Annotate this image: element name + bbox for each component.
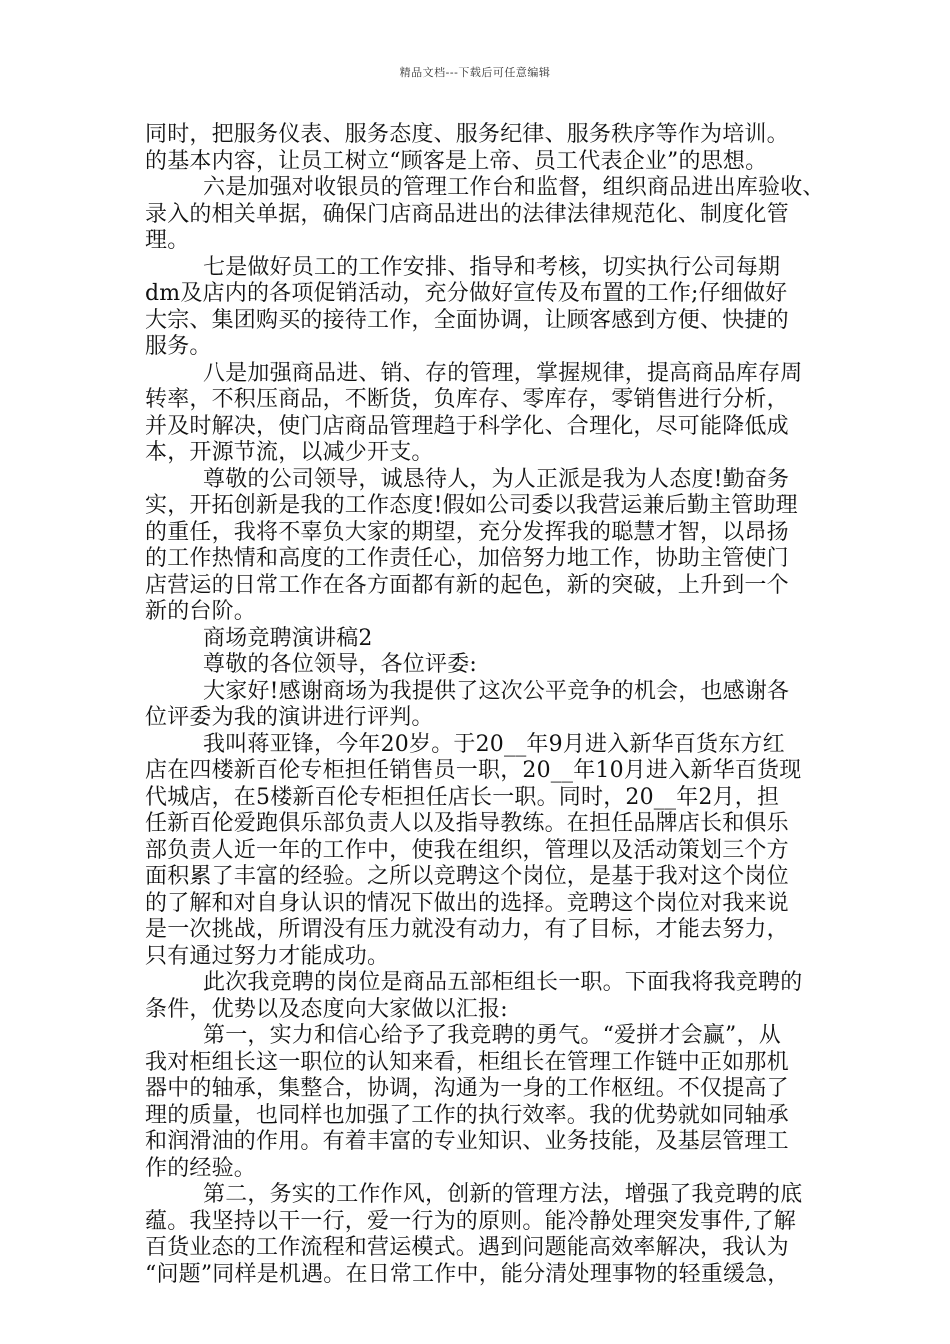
- text-line: 我叫蒋亚锋，今年20岁。于20__年9月进入新华百货东方红: [203, 731, 785, 757]
- text-line: dm及店内的各项促销活动，充分做好宣传及布置的工作;仔细做好: [145, 281, 788, 306]
- page-header: 精品文档---下载后可任意编辑: [399, 66, 551, 79]
- text-line: 本，开源节流，以减少开支。: [145, 440, 434, 465]
- text-line: 和润滑油的作用。有着丰富的专业知识、业务技能，及基层管理工: [145, 1129, 789, 1154]
- text-line: 第二，务实的工作作风，创新的管理方法，增强了我竞聘的底: [203, 1182, 803, 1207]
- text-line: 的重任，我将不辜负大家的期望，充分发挥我的聪慧才智，以昂扬: [145, 519, 789, 545]
- text-line: 并及时解决，使门店商品管理趋于科学化、合理化，尽可能降低成: [145, 413, 789, 439]
- text-line: 八是加强商品进、销、存的管理，掌握规律，提高商品库存周: [203, 360, 803, 386]
- text-line: 六是加强对收银员的管理工作台和监督，组织商品进出库验收、: [203, 175, 825, 200]
- text-line: 转率，不积压商品，不断货，负库存、零库存，零销售进行分析，: [145, 387, 789, 412]
- text-line: 理。: [145, 228, 190, 253]
- text-line: 是一次挑战，所谓没有压力就没有动力，有了目标，才能去努力，: [145, 917, 789, 942]
- text-line: 第一，实力和信心给予了我竞聘的勇气。“爱拼才会赢”，从: [203, 1023, 781, 1048]
- text-line: 蕴。我坚持以干一行，爱一行为的原则。能冷静处理突发事件,了解: [145, 1208, 796, 1234]
- text-line: 尊敬的各位领导，各位评委:: [203, 652, 478, 677]
- text-line: 代城店，在5楼新百伦专柜担任店长一职。同时，20__年2月，担: [145, 784, 780, 810]
- text-line: 同时，把服务仪表、服务态度、服务纪律、服务秩序等作为培训。: [145, 122, 789, 147]
- text-line: 大家好!感谢商场为我提供了这次公平竞争的机会，也感谢各: [203, 678, 790, 704]
- text-line: 尊敬的公司领导，诚恳待人，为人正派是我为人态度!勤奋务: [203, 466, 790, 492]
- text-line: 新的台阶。: [145, 599, 257, 624]
- text-line: 百货业态的工作流程和营运模式。遇到问题能高效率解决，我认为: [145, 1235, 789, 1260]
- text-line: 作的经验。: [145, 1155, 257, 1181]
- text-line: 服务。: [145, 334, 212, 359]
- text-line: 条件，优势以及态度向大家做以汇报:: [145, 996, 508, 1022]
- text-line: 此次我竞聘的岗位是商品五部柜组长一职。下面我将我竞聘的: [203, 970, 803, 995]
- text-line: 只有通过努力才能成功。: [145, 943, 390, 969]
- text-line: “问题”同样是机遇。在日常工作中，能分清处理事物的轻重缓急，: [145, 1261, 790, 1287]
- text-line: 七是做好员工的工作安排、指导和考核，切实执行公司每期: [203, 254, 781, 280]
- text-line: 部负责人近一年的工作中，使我在组织，管理以及活动策划三个方: [145, 837, 789, 863]
- text-line: 的了解和对自身认识的情况下做出的选择。竞聘这个岗位对我来说: [145, 890, 789, 916]
- text-line: 实，开拓创新是我的工作态度!假如公司委以我营运兼后勤主管助理: [145, 493, 798, 518]
- text-line: 录入的相关单据，确保门店商品进出的法律法律规范化、制度化管: [145, 201, 789, 227]
- document-body: [145, 122, 825, 1288]
- text-line: 我对柜组长这一职位的认知来看，柜组长在管理工作链中正如那机: [145, 1049, 789, 1075]
- text-line: 位评委为我的演讲进行评判。: [145, 705, 434, 730]
- text-line: 店在四楼新百伦专柜担任销售员一职，20__年10月进入新华百货现: [145, 758, 802, 783]
- text-line: 店营运的日常工作在各方面都有新的起色，新的突破，上升到一个: [145, 572, 789, 598]
- text-line: 面积累了丰富的经验。之所以竞聘这个岗位，是基于我对这个岗位: [145, 864, 789, 889]
- text-line: 的基本内容，让员工树立“顾客是上帝、员工代表企业”的思想。: [145, 148, 768, 174]
- text-line: 理的质量，也同样也加强了工作的执行效率。我的优势就如同轴承: [145, 1102, 789, 1128]
- text-line: 大宗、集团购买的接待工作，全面协调，让顾客感到方便、快捷的: [145, 307, 789, 333]
- text-line: 的工作热情和高度的工作责任心，加倍努力地工作，协助主管使门: [145, 546, 789, 571]
- text-line: 任新百伦爱跑俱乐部负责人以及指导教练。在担任品牌店长和俱乐: [145, 811, 789, 836]
- text-line: 器中的轴承，集整合，协调，沟通为一身的工作枢纽。不仅提高了: [145, 1076, 789, 1101]
- text-line: 商场竞聘演讲稿2: [203, 625, 373, 651]
